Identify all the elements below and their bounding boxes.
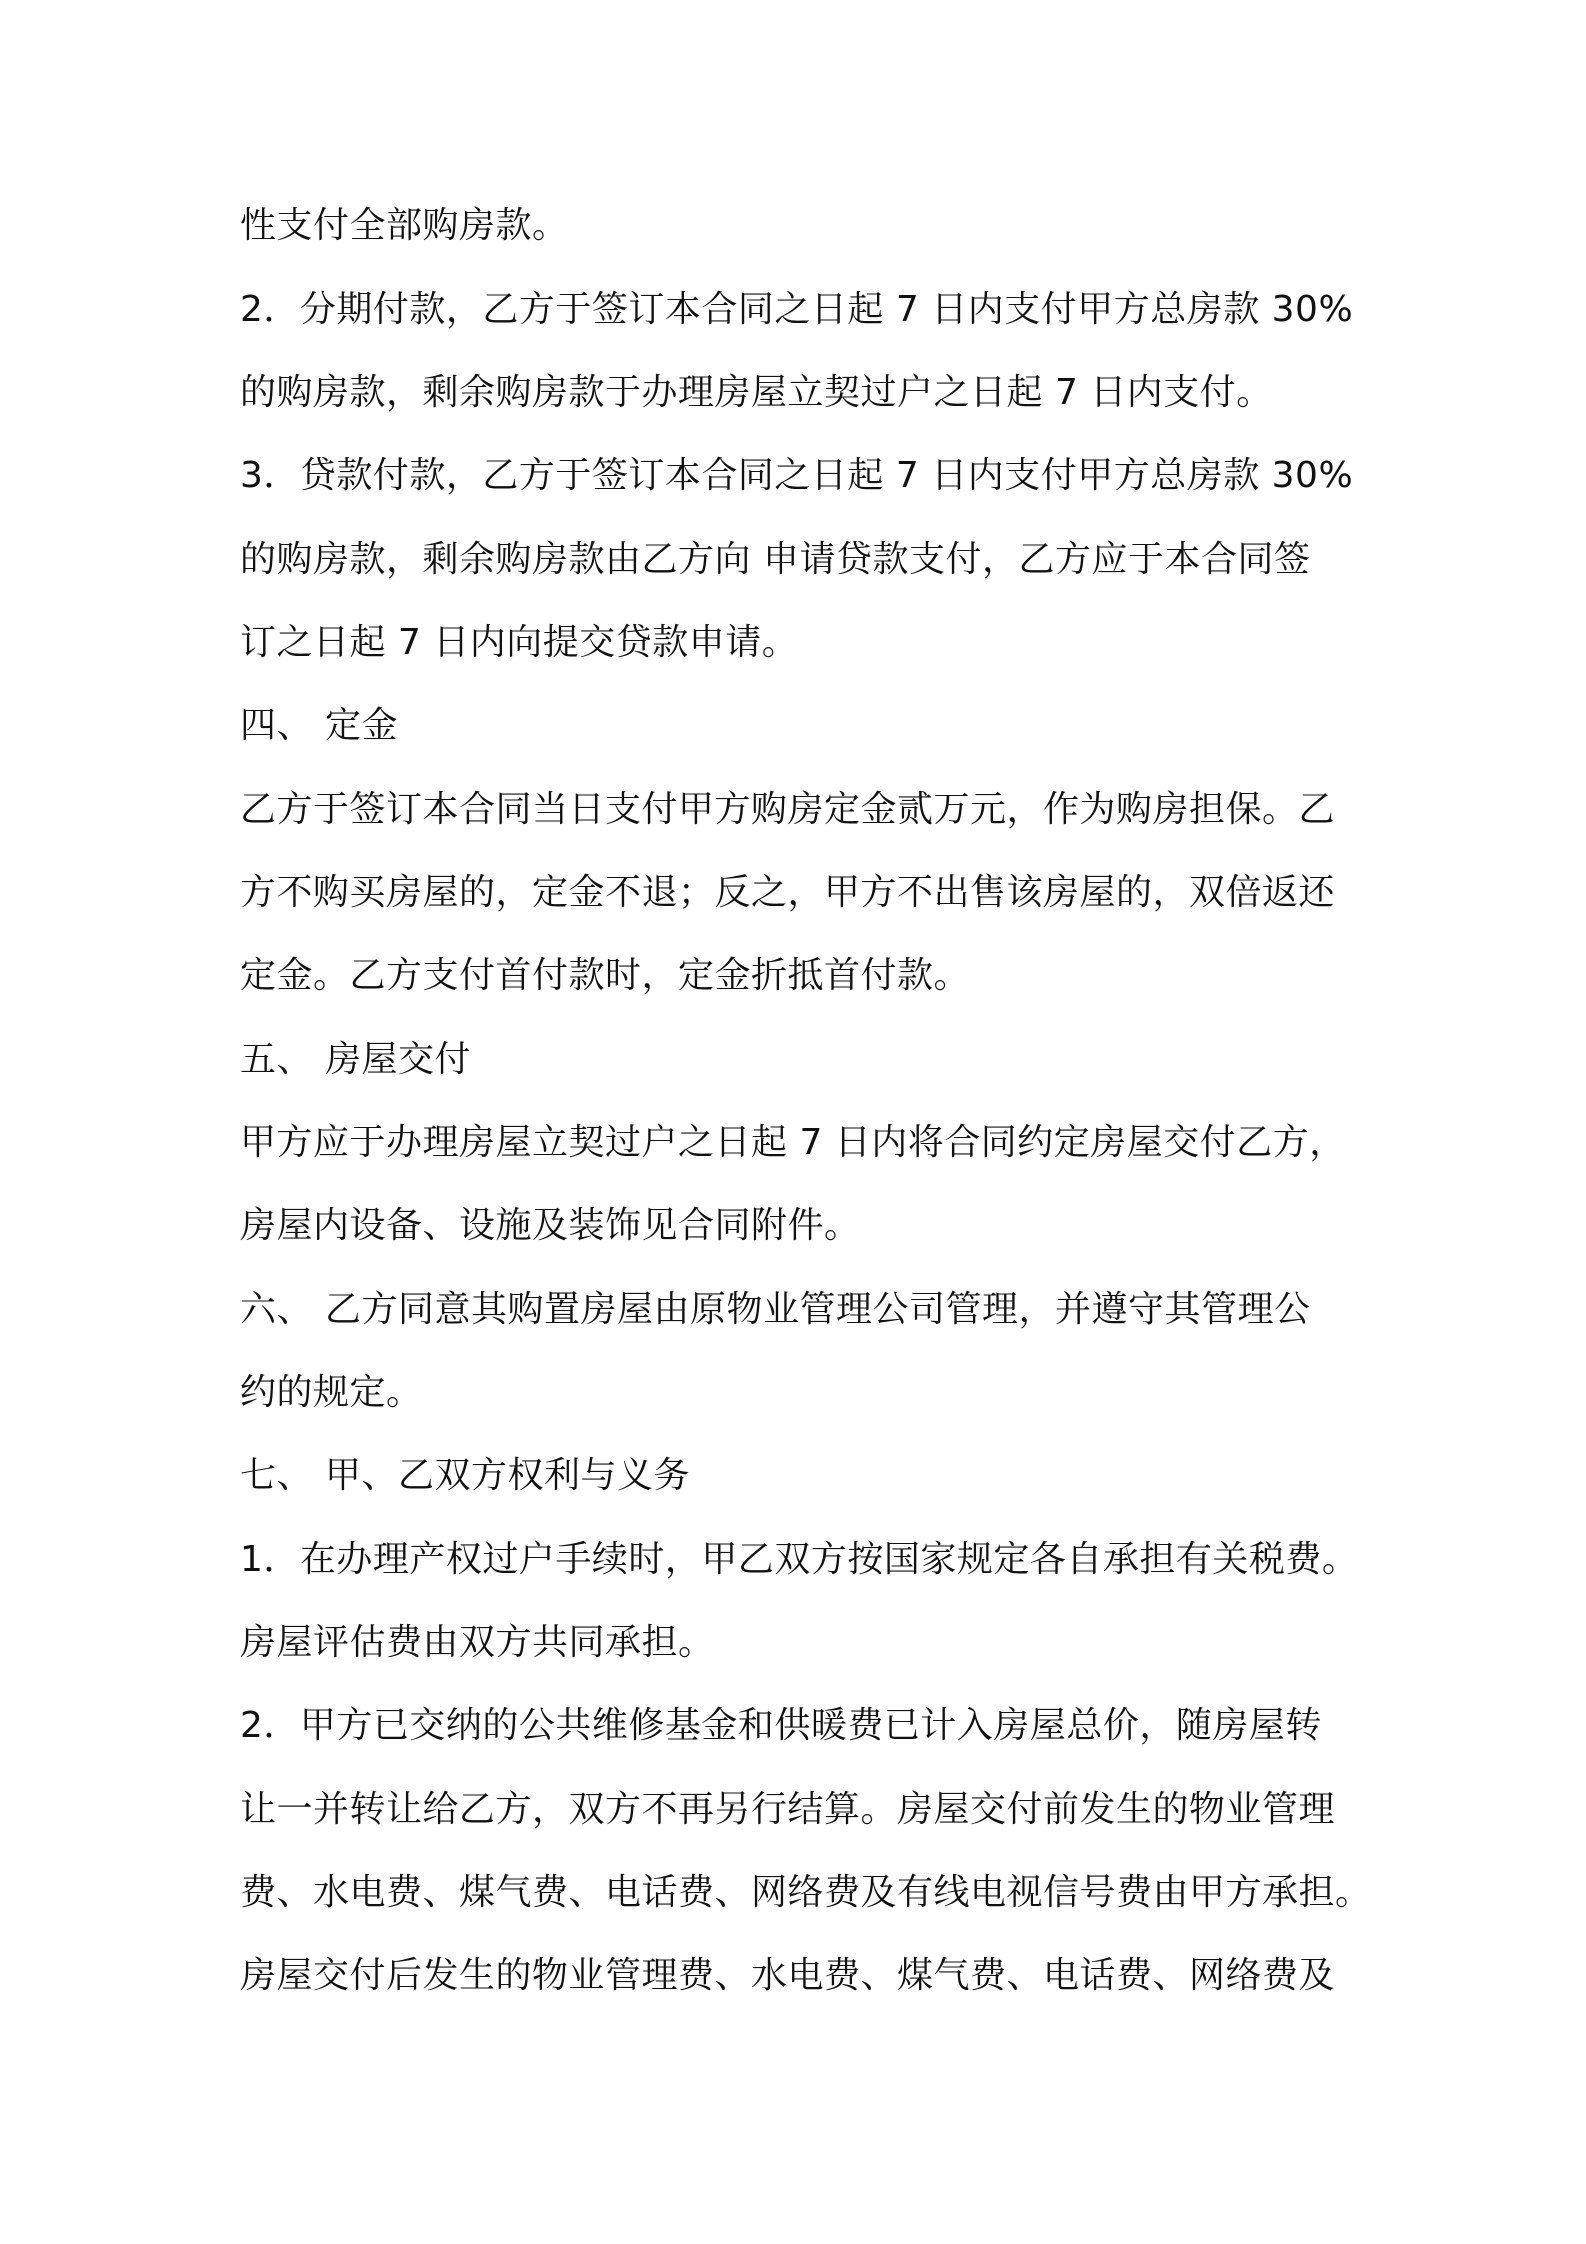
text-line: 甲方应于办理房屋立契过户之日起 7 日内将合同约定房屋交付乙方，	[240, 1122, 1346, 1163]
text-line: 费、水电费、煤气费、电话费、网络费及有线电视信号费由甲方承担。	[240, 1872, 1372, 1913]
text-line: 订之日起 7 日内向提交贷款申请。	[240, 622, 799, 663]
text-line: 方不购买房屋的，定金不退；反之，甲方不出售该房屋的，双倍返还	[240, 872, 1336, 913]
text-line: 2．分期付款，乙方于签订本合同之日起 7 日内支付甲方总房款 30%	[240, 289, 1354, 330]
section-heading: 六、 乙方同意其购置房屋由原物业管理公司管理，并遵守其管理公	[240, 1289, 1311, 1330]
text-line: 让一并转让给乙方，双方不再另行结算。房屋交付前发生的物业管理	[240, 1789, 1336, 1830]
text-line: 性支付全部购房款。	[240, 205, 569, 246]
text-line: 房屋内设备、设施及装饰见合同附件。	[240, 1205, 861, 1246]
text-line: 房屋评估费由双方共同承担。	[240, 1622, 715, 1663]
text-line: 的购房款，剩余购房款于办理房屋立契过户之日起 7 日内支付。	[240, 372, 1273, 413]
text-line: 约的规定。	[240, 1372, 423, 1413]
text-line: 2．甲方已交纳的公共维修基金和供暖费已计入房屋总价，随房屋转	[240, 1705, 1322, 1746]
text-line: 1．在办理产权过户手续时，甲乙双方按国家规定各自承担有关税费。	[240, 1539, 1359, 1580]
text-line: 乙方于签订本合同当日支付甲方购房定金贰万元，作为购房担保。乙	[240, 789, 1336, 830]
section-heading: 四、 定金	[240, 705, 398, 746]
text-line: 定金。乙方支付首付款时，定金折抵首付款。	[240, 955, 971, 996]
section-heading: 五、 房屋交付	[240, 1039, 471, 1080]
text-line: 房屋交付后发生的物业管理费、水电费、煤气费、电话费、网络费及	[240, 1955, 1336, 1996]
text-line: 3．贷款付款，乙方于签订本合同之日起 7 日内支付甲方总房款 30%	[240, 455, 1354, 496]
text-line: 的购房款，剩余购房款由乙方向 申请贷款支付，乙方应于本合同签	[240, 539, 1311, 580]
section-heading: 七、 甲、乙双方权利与义务	[240, 1455, 690, 1496]
